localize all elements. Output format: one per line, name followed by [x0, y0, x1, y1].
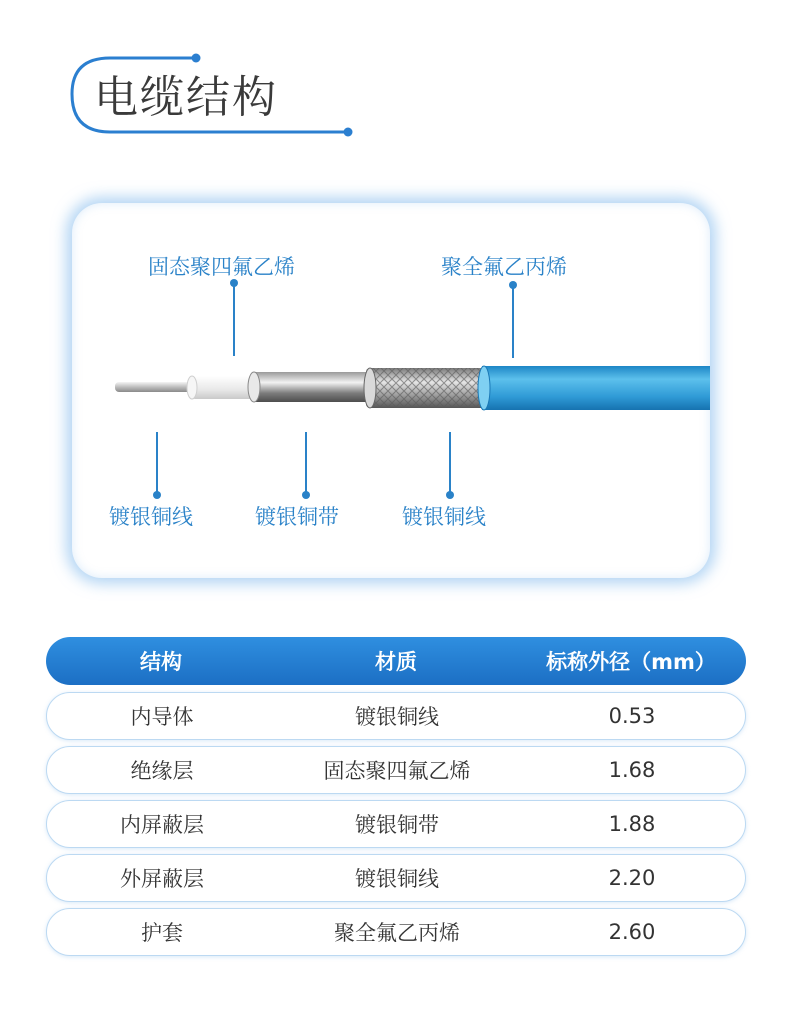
callout-inner-shield: 镀银铜带 [255, 505, 339, 529]
cell-structure: 内导体 [130, 705, 194, 729]
table-row [46, 908, 746, 956]
cell-material: 镀银铜线 [355, 867, 439, 891]
cell-diameter: 1.88 [608, 812, 656, 836]
cell-structure: 外屏蔽层 [120, 867, 204, 891]
header-structure: 结构 [140, 650, 182, 674]
callout-outer-shield: 镀银铜线 [402, 505, 486, 529]
cell-diameter: 2.20 [608, 866, 656, 890]
cell-material: 镀银铜线 [355, 705, 439, 729]
page-title: 电缆结构 [94, 72, 278, 123]
table-header [46, 637, 746, 685]
cell-structure: 护套 [141, 921, 183, 945]
cell-material: 聚全氟乙丙烯 [334, 921, 460, 945]
cell-diameter: 0.53 [608, 704, 656, 728]
cell-material: 固态聚四氟乙烯 [323, 759, 471, 783]
cell-material: 镀银铜带 [355, 813, 439, 837]
cell-diameter: 2.60 [608, 920, 656, 944]
table-row [46, 692, 746, 740]
table-row [46, 854, 746, 902]
cell-structure: 内屏蔽层 [120, 813, 204, 837]
header-diameter: 标称外径（mm） [546, 650, 716, 674]
header-material: 材质 [375, 650, 417, 674]
callout-inner-conductor: 镀银铜线 [109, 505, 193, 529]
cell-diameter: 1.68 [608, 758, 656, 782]
callout-jacket: 聚全氟乙丙烯 [441, 255, 567, 279]
callout-dielectric: 固态聚四氟乙烯 [148, 255, 295, 279]
cell-structure: 绝缘层 [130, 759, 194, 783]
table-row [46, 800, 746, 848]
table-row [46, 746, 746, 794]
cable-diagram-card [72, 203, 710, 578]
section-title-block [66, 52, 358, 142]
